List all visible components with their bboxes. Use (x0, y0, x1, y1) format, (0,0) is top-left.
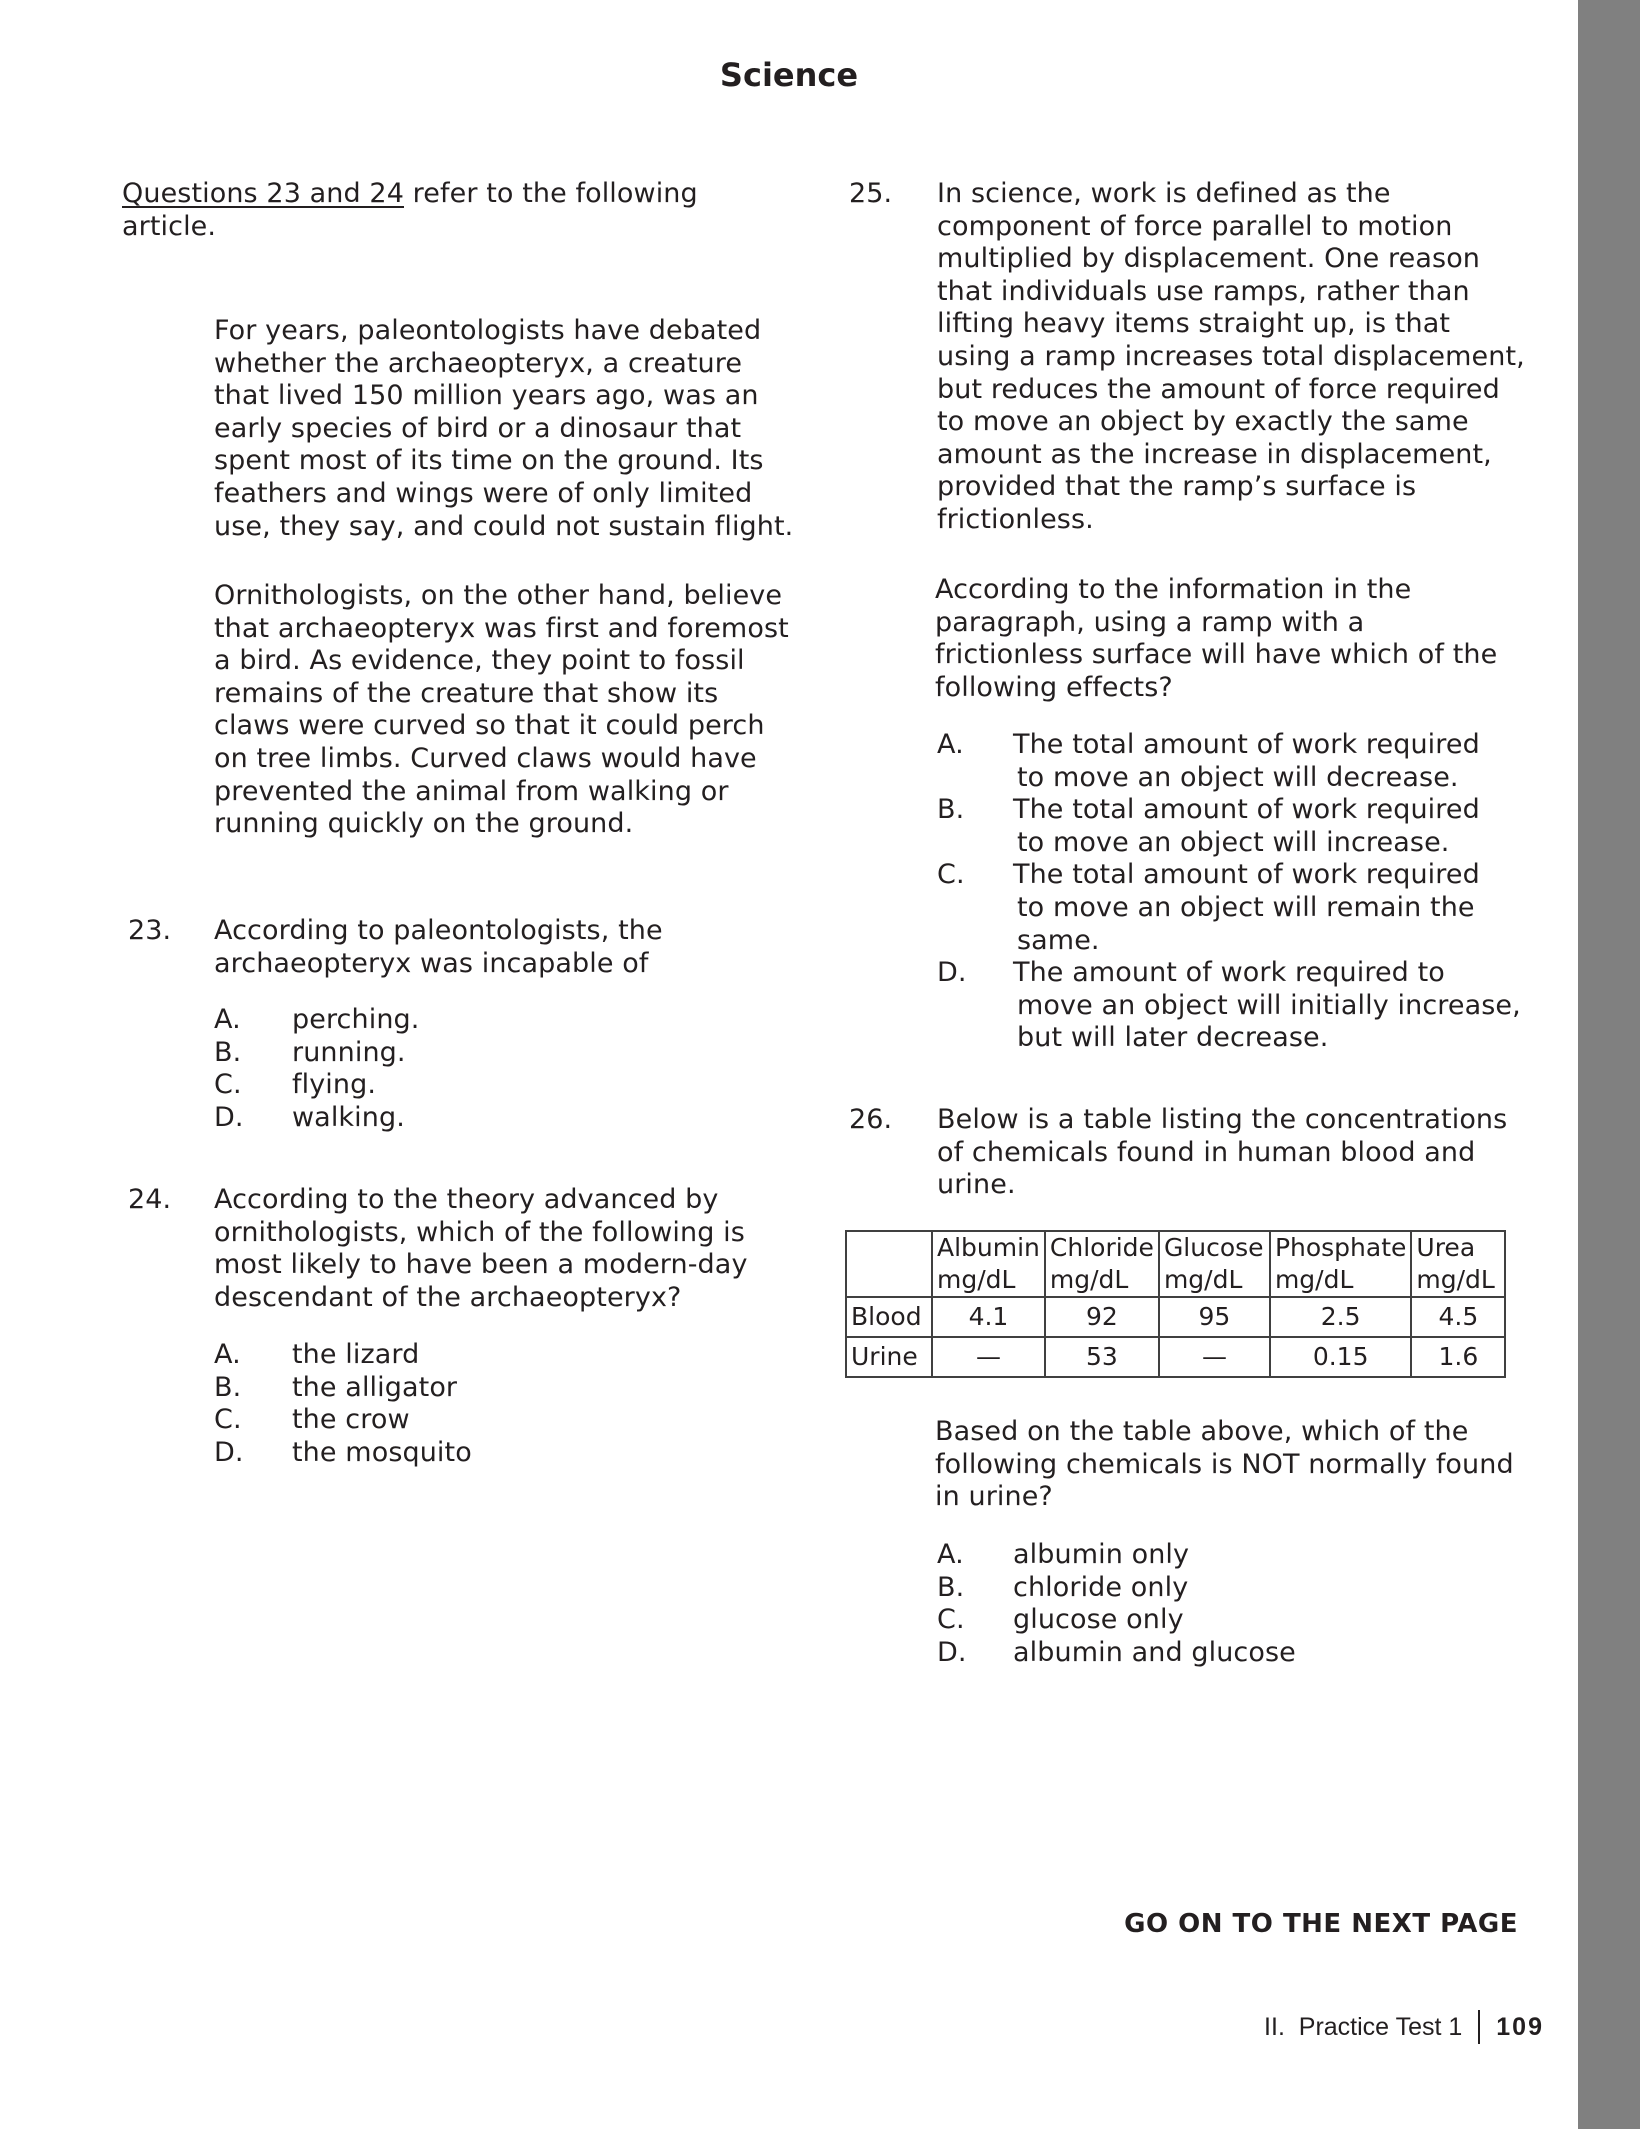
question-26-stem: Below is a table listing the concentrations of chemicals found in human blood and urine. (937, 1104, 1508, 1201)
table-cell: 92 (1045, 1297, 1159, 1337)
section-label: II. Practice Test 1 (1264, 2012, 1463, 2041)
question-26-prompt: Based on the table above, which of the following chemicals is NOT normally found in urine? (935, 1416, 1514, 1513)
footer-divider (1478, 2010, 1480, 2044)
page-footer (1264, 2010, 1544, 2044)
question-25-number: 25. (849, 178, 893, 209)
page-edge-bar (1578, 0, 1640, 2129)
chemical-concentration-table (845, 1230, 1506, 1378)
question-23-number: 23. (128, 915, 172, 946)
answer-option-23c[interactable]: C. flying. (214, 1069, 377, 1101)
question-26-number: 26. (849, 1104, 893, 1135)
passage-paragraph-1: For years, paleontologists have debated whether the archaeopteryx, a creature that lived 150 million years ago, was an early species of bird or a dinosaur that spent most of its time on the ground. Its feathers and wings were of only limited use, they say, and could not sustain flight. (214, 315, 794, 542)
answer-option-26d[interactable]: D. albumin and glucose (937, 1636, 1296, 1668)
answer-option-23d[interactable]: D. walking. (214, 1101, 405, 1133)
question-24-number: 24. (128, 1184, 172, 1215)
table-cell: 0.15 (1270, 1337, 1411, 1377)
answer-option-25d[interactable]: D. The amount of work required to move an object will initially increase, but will later decrease. (937, 957, 1521, 1054)
table-cell: 95 (1159, 1297, 1270, 1337)
table-header-row (846, 1231, 1505, 1297)
table-cell: 4.5 (1411, 1297, 1505, 1337)
question-24-options (214, 1339, 472, 1469)
answer-option-26b[interactable]: B. chloride only (937, 1571, 1189, 1603)
table-header-phosphate: Phosphate mg/dL (1270, 1231, 1411, 1297)
question-25-stem: In science, work is defined as the component of force parallel to motion multiplied by displacement. One reason that individuals use ramps, rather than lifting heavy items straight up, is that using a ramp increases total displacement, but reduces the amount of force required to move an object by exactly the same amount as the increase in displacement, provided that the ramp’s surface is frictionless. (937, 178, 1525, 535)
question-23-stem: According to paleontologists, the archaeopteryx was incapable of (214, 915, 663, 979)
table-cell: 4.1 (932, 1297, 1045, 1337)
question-24-stem: According to the theory advanced by ornithologists, which of the following is most likely to have been a modern-day descendant of the archaeopteryx? (214, 1184, 748, 1313)
table-cell: 2.5 (1270, 1297, 1411, 1337)
table-row-blood (846, 1297, 1505, 1337)
table-header-albumin: Albumin mg/dL (932, 1231, 1045, 1297)
answer-option-25a[interactable]: A. The total amount of work required to move an object will decrease. (937, 729, 1480, 793)
table-cell: — (932, 1337, 1045, 1377)
answer-option-23a[interactable]: A. perching. (214, 1004, 420, 1035)
page-title: Science (719, 56, 859, 94)
table-header-glucose: Glucose mg/dL (1159, 1231, 1270, 1297)
answer-option-26c[interactable]: C. glucose only (937, 1604, 1184, 1636)
table-corner-cell (846, 1231, 932, 1297)
passage-intro: Questions 23 and 24 refer to the following article. (122, 178, 698, 242)
passage-paragraph-2: Ornithologists, on the other hand, believe that archaeopteryx was first and foremost a bird. As evidence, they point to fossil remains of the creature that show its claws were curved so that it could perch on tree limbs. Curved claws would have prevented the animal from walking or running quickly on the ground. (214, 580, 789, 840)
row-label: Blood (846, 1297, 932, 1337)
table-cell: 53 (1045, 1337, 1159, 1377)
answer-option-26a[interactable]: A. albumin only (937, 1539, 1190, 1570)
go-on-next-page: GO ON TO THE NEXT PAGE (1124, 1909, 1518, 1939)
table-header-chloride: Chloride mg/dL (1045, 1231, 1159, 1297)
question-25-prompt: According to the information in the paragraph, using a ramp with a frictionless surface will have which of the following effects? (935, 574, 1498, 703)
answer-option-24a[interactable]: A. the lizard (214, 1339, 420, 1370)
question-26-options (937, 1539, 1296, 1669)
table-row-urine (846, 1337, 1505, 1377)
table-cell: — (1159, 1337, 1270, 1377)
answer-option-24c[interactable]: C. the crow (214, 1404, 410, 1436)
question-reference: Questions 23 and 24 (122, 178, 404, 209)
answer-option-25b[interactable]: B. The total amount of work required to move an object will increase. (937, 794, 1480, 858)
answer-option-25c[interactable]: C. The total amount of work required to move an object will remain the same. (937, 859, 1480, 956)
row-label: Urine (846, 1337, 932, 1377)
answer-option-23b[interactable]: B. running. (214, 1036, 406, 1068)
question-25-options (937, 729, 1521, 1055)
answer-option-24b[interactable]: B. the alligator (214, 1371, 458, 1403)
table-cell: 1.6 (1411, 1337, 1505, 1377)
table-header-urea: Urea mg/dL (1411, 1231, 1505, 1297)
page-number: 109 (1496, 2012, 1544, 2041)
answer-option-24d[interactable]: D. the mosquito (214, 1436, 472, 1468)
question-23-options (214, 1004, 419, 1134)
